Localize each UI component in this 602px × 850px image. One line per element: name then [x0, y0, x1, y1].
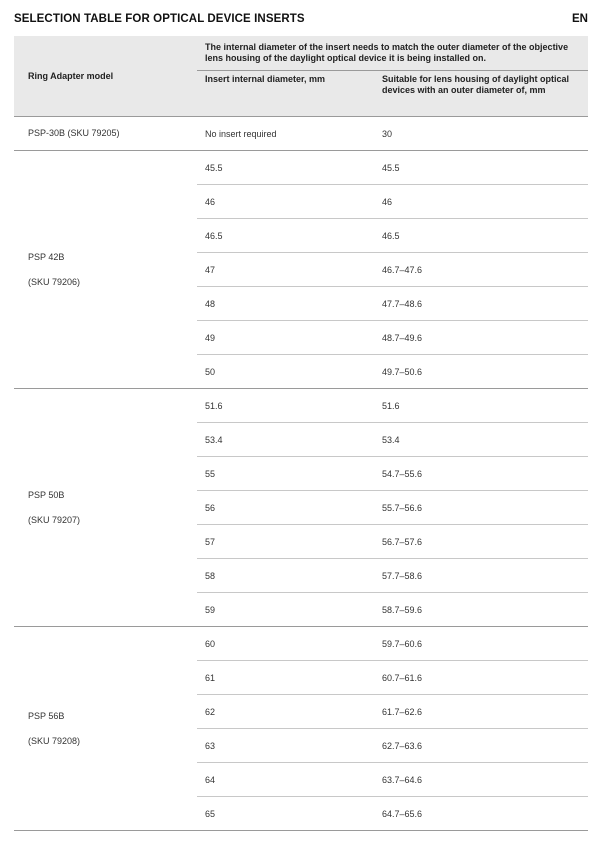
insert-diameter-cell: 56 — [197, 491, 374, 525]
insert-diameter-cell: 53.4 — [197, 423, 374, 457]
insert-diameter-cell: 59 — [197, 593, 374, 627]
insert-diameter-cell: 49 — [197, 321, 374, 355]
suitable-diameter-cell: 46 — [374, 185, 588, 219]
suitable-diameter-cell: 55.7–56.6 — [374, 491, 588, 525]
language-code: EN — [572, 13, 588, 25]
header-diameter-note: The internal diameter of the insert needs to match the outer diameter of the objective lens housing of the daylight optical device it is being installed on. — [197, 36, 588, 71]
header-suitable-diameter: Suitable for lens housing of daylight optical devices with an outer diameter of, mm — [374, 71, 588, 117]
suitable-diameter-cell: 48.7–49.6 — [374, 321, 588, 355]
header-insert-diameter: Insert internal diameter, mm — [197, 71, 374, 117]
table-row — [14, 627, 588, 661]
insert-diameter-cell: 47 — [197, 253, 374, 287]
table-row — [14, 151, 588, 185]
insert-diameter-cell: 62 — [197, 695, 374, 729]
suitable-diameter-cell: 45.5 — [374, 151, 588, 185]
insert-diameter-cell: 58 — [197, 559, 374, 593]
insert-diameter-cell: 48 — [197, 287, 374, 321]
suitable-diameter-cell: 57.7–58.6 — [374, 559, 588, 593]
suitable-diameter-cell: 62.7–63.6 — [374, 729, 588, 763]
suitable-diameter-cell: 63.7–64.6 — [374, 763, 588, 797]
header-ring-adapter-model: Ring Adapter model — [14, 36, 197, 117]
suitable-diameter-cell: 54.7–55.6 — [374, 457, 588, 491]
table-row — [14, 117, 588, 151]
model-name: PSP 50B — [28, 489, 65, 500]
insert-diameter-cell: 46.5 — [197, 219, 374, 253]
table-row — [14, 389, 588, 423]
suitable-diameter-cell: 60.7–61.6 — [374, 661, 588, 695]
suitable-diameter-cell: 47.7–48.6 — [374, 287, 588, 321]
model-sku: (SKU 79207) — [28, 514, 81, 525]
model-cell: PSP-30B (SKU 79205) — [14, 117, 197, 151]
suitable-diameter-cell: 51.6 — [374, 389, 588, 423]
page-header — [14, 11, 588, 27]
insert-diameter-cell: 65 — [197, 797, 374, 831]
insert-diameter-cell: 60 — [197, 627, 374, 661]
insert-diameter-cell: 45.5 — [197, 151, 374, 185]
model-sku: (SKU 79206) — [28, 276, 81, 287]
table-header — [14, 36, 588, 117]
model-cell — [14, 151, 197, 389]
suitable-diameter-cell: 46.5 — [374, 219, 588, 253]
selection-table — [14, 36, 588, 831]
insert-diameter-cell: 57 — [197, 525, 374, 559]
insert-diameter-cell: 50 — [197, 355, 374, 389]
model-name: PSP 56B — [28, 710, 65, 721]
suitable-diameter-cell: 59.7–60.6 — [374, 627, 588, 661]
suitable-diameter-cell: 46.7–47.6 — [374, 253, 588, 287]
suitable-diameter-cell: 30 — [374, 117, 588, 151]
model-name: PSP 42B — [28, 251, 65, 262]
suitable-diameter-cell: 58.7–59.6 — [374, 593, 588, 627]
model-cell — [14, 627, 197, 831]
suitable-diameter-cell: 53.4 — [374, 423, 588, 457]
insert-diameter-cell: 63 — [197, 729, 374, 763]
insert-diameter-cell: 64 — [197, 763, 374, 797]
page-title: SELECTION TABLE FOR OPTICAL DEVICE INSERTS — [14, 13, 305, 25]
insert-diameter-cell: 46 — [197, 185, 374, 219]
suitable-diameter-cell: 64.7–65.6 — [374, 797, 588, 831]
insert-diameter-cell: No insert required — [197, 117, 374, 151]
insert-diameter-cell: 51.6 — [197, 389, 374, 423]
model-cell — [14, 389, 197, 627]
suitable-diameter-cell: 49.7–50.6 — [374, 355, 588, 389]
model-sku: (SKU 79208) — [28, 735, 81, 746]
suitable-diameter-cell: 56.7–57.6 — [374, 525, 588, 559]
insert-diameter-cell: 61 — [197, 661, 374, 695]
table-body — [14, 117, 588, 831]
insert-diameter-cell: 55 — [197, 457, 374, 491]
suitable-diameter-cell: 61.7–62.6 — [374, 695, 588, 729]
